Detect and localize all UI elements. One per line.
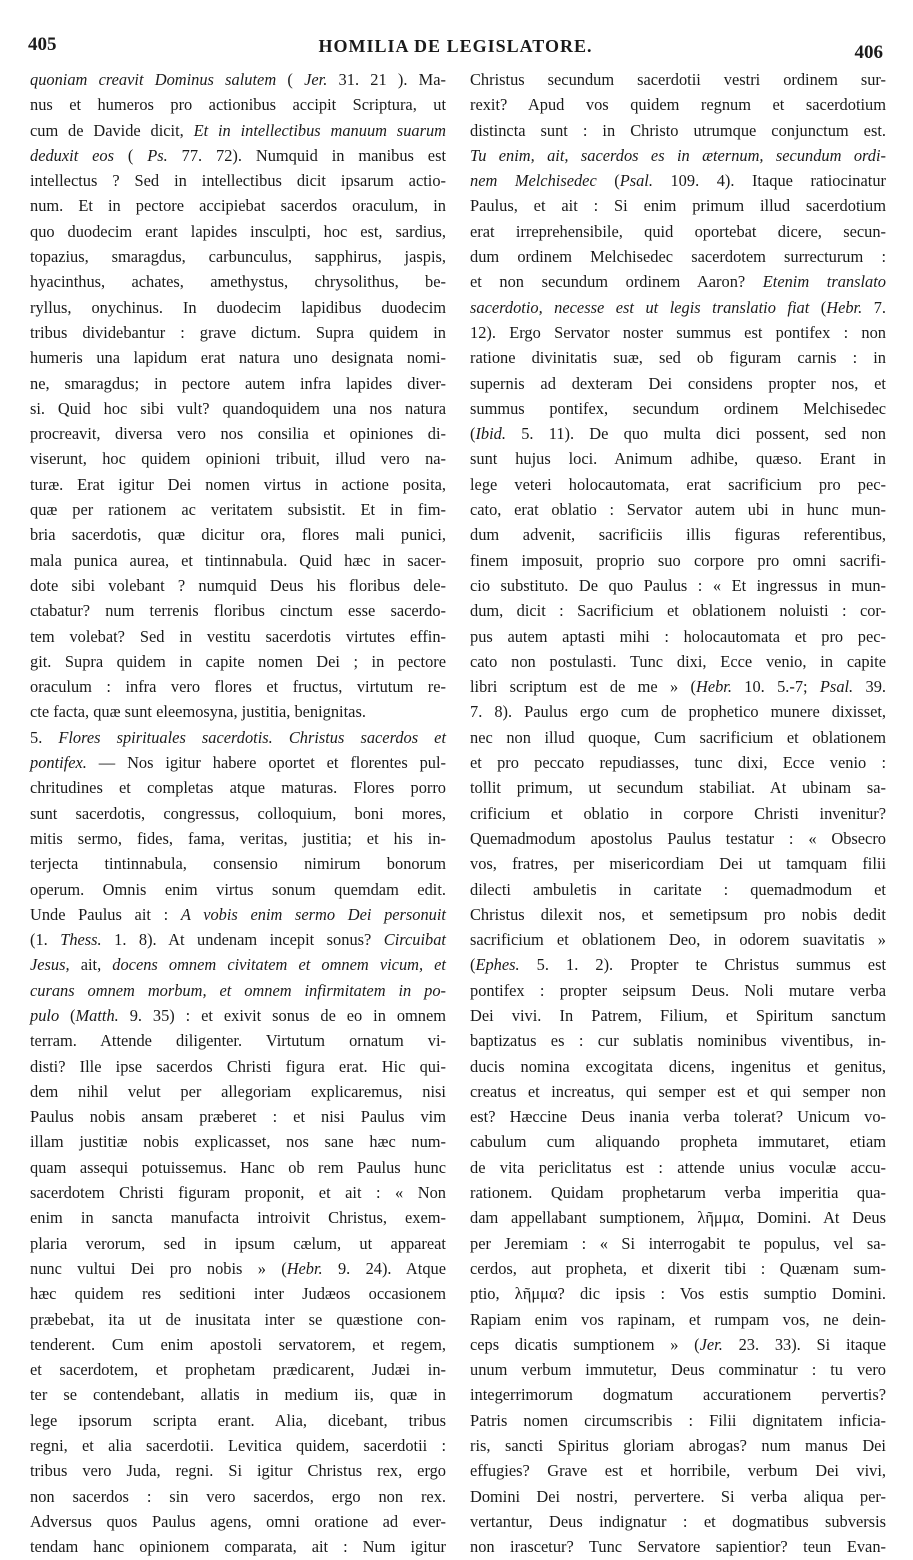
text-line: [30, 1079, 446, 1104]
text-segment: 109. 4). Itaque ratiocinatur: [652, 171, 886, 191]
text-line: [470, 371, 886, 396]
text-segment: quo duodecim erant lapides insculpti, hoc est, sardius,: [30, 221, 446, 241]
text-segment: Flores spirituales sacerdotis. Christus sacerdos et: [58, 727, 447, 747]
text-segment: dum ordinem Melchisedec sacerdotem surrecturum :: [470, 247, 886, 267]
text-segment: curans omnem morbum, et omnem infirmitatem in po-: [30, 980, 446, 1000]
text-line: [30, 674, 446, 699]
text-line: [30, 168, 446, 193]
text-segment: Hebr.: [286, 1258, 323, 1278]
page-header: [28, 34, 883, 62]
text-line: [30, 1155, 446, 1180]
text-line: [470, 92, 886, 117]
text-segment: sunt sacerdotis, congressus, colloquium, boni mores,: [30, 803, 446, 823]
text-segment: (: [809, 297, 827, 317]
text-line: [30, 1231, 446, 1256]
text-segment: Paulus, et ait : Si enim primum illud sacerdotium: [470, 196, 886, 216]
text-line: [470, 522, 886, 547]
text-segment: Matth.: [75, 1005, 119, 1025]
text-line: [470, 1357, 886, 1382]
text-line: [470, 1408, 886, 1433]
text-line: [470, 573, 886, 598]
text-line: [30, 826, 446, 851]
text-line: [470, 750, 886, 775]
text-segment: unum verbum immutetur, Deus comminatur : tu vero: [470, 1360, 886, 1380]
text-line: [470, 624, 886, 649]
text-segment: et sacerdotem, et prophetam prædicarent, Judæi in-: [30, 1360, 446, 1380]
text-line: [470, 1155, 886, 1180]
text-segment: si. Quid hoc sibi vult? quandoquidem una nos natura: [30, 398, 446, 418]
text-segment: summus pontifex, secundum ordinem Melchisedec: [470, 398, 886, 418]
text-segment: Circuibat: [383, 930, 446, 950]
text-line: [30, 1357, 446, 1382]
text-segment: non sacerdos : sin vero sacerdos, ergo non rex.: [30, 1486, 446, 1506]
text-segment: dem nihil velut per allegoriam explicaremus, nisi: [30, 1081, 446, 1101]
text-segment: ducis nomina excogitata dicens, ingenitus et genitus,: [470, 1056, 886, 1076]
text-segment: tribus dividebantur : grave dictum. Supra quidem in: [30, 322, 446, 342]
text-line: [30, 143, 446, 168]
text-line: [470, 168, 886, 193]
text-segment: (: [596, 171, 620, 191]
text-line: [30, 775, 446, 800]
text-line: [470, 649, 886, 674]
text-segment: mala punica aurea, et tintinnabula. Quid hæc in sacer-: [30, 550, 446, 570]
text-line: [470, 1484, 886, 1509]
text-segment: illam justitiæ nobis explicasset, nos sane hæc num-: [30, 1132, 446, 1152]
text-line: [30, 649, 446, 674]
text-segment: lege ipsorum scripta erant. Alia, dicebant, tribus: [30, 1410, 446, 1430]
text-line: [470, 118, 886, 143]
text-line: [30, 1509, 446, 1534]
text-line: [470, 1534, 886, 1559]
text-segment: docens omnem civitatem et omnem vicum, et: [112, 955, 446, 975]
text-line: [470, 1003, 886, 1028]
text-line: [30, 320, 446, 345]
text-segment: (1.: [30, 930, 61, 950]
text-segment: Tu enim, ait, sacerdos es in æternum, secundum ordi-: [470, 145, 886, 165]
text-segment: Christus dilexit nos, et semetipsum pro nobis dedit: [470, 904, 886, 924]
text-line: [470, 801, 886, 826]
text-segment: intellectus ? Sed in intellectibus dicit ipsarum actio-: [30, 171, 446, 191]
text-segment: 5.: [30, 727, 59, 747]
text-segment: distincta sunt : in Christo utrumque conjunctum est.: [470, 120, 886, 140]
text-segment: tollit primum, ut secundum stabiliat. At ubinam sa-: [470, 778, 886, 798]
text-line: [470, 472, 886, 497]
text-segment: deduxit eos: [30, 145, 114, 165]
running-title: HOMILIA DE LEGISLATORE.: [318, 36, 593, 56]
text-line: [470, 1028, 886, 1053]
text-line: [470, 674, 886, 699]
text-line: [30, 1256, 446, 1281]
text-segment: dum advenit, sacrificiis illis figuras referentibus,: [470, 525, 886, 545]
text-segment: 10. 5.-7;: [731, 677, 820, 697]
text-line: [30, 1408, 446, 1433]
text-segment: viserunt, hoc quidem opinioni tribuit, illud vero na-: [30, 449, 446, 469]
text-line: [470, 775, 886, 800]
text-line: [470, 725, 886, 750]
text-segment: Patris nomen circumscribis : Filii dignitatem inficia-: [470, 1410, 886, 1430]
text-segment: 12). Ergo Servator noster summus est pontifex : non: [470, 322, 886, 342]
text-line: [470, 244, 886, 269]
text-segment: pus autem aptasti mihi : holocautomata et pro pec-: [470, 626, 886, 646]
text-line: [470, 345, 886, 370]
text-line: [470, 598, 886, 623]
text-line: [470, 1054, 886, 1079]
text-segment: 9. 24). Atque: [322, 1258, 446, 1278]
text-segment: hæc quidem res seditioni inter Judæos occasionem: [30, 1284, 446, 1304]
text-segment: nec non illud quoque, Cum sacrificium et oblationem: [470, 727, 886, 747]
text-line: [30, 1433, 446, 1458]
text-segment: cato non postulasti. Tunc dixi, Ecce venio, in capite: [470, 651, 886, 671]
text-segment: enim in sancta manufacta introivit Christus, exem-: [30, 1208, 446, 1228]
text-segment: procreavit, diversa vero nos consilia et opiniones di-: [30, 424, 446, 444]
text-segment: Ibid.: [475, 424, 506, 444]
text-segment: Ps.: [147, 145, 168, 165]
text-segment: pulo: [30, 1005, 60, 1025]
text-segment: 31. 21 ). Ma-: [327, 70, 446, 89]
text-line: [470, 193, 886, 218]
text-line: [30, 725, 446, 750]
text-segment: rationem. Quidam prophetarum verba imperitia qua-: [470, 1183, 886, 1203]
text-segment: pontifex.: [30, 753, 87, 773]
text-segment: 7. 8). Paulus ergo cum de prophetico munere dixisset,: [470, 702, 886, 722]
page-number-left: 405: [28, 34, 57, 55]
text-segment: lege veteri holocautomata, erat sacrificium pro pec-: [470, 474, 886, 494]
text-segment: dam appellabant sumptionem, λῆμμα, Domini. At Deus: [470, 1208, 886, 1228]
text-segment: sacerdotio, necesse est ut legis translatio fiat: [470, 297, 810, 317]
text-line: [30, 952, 446, 977]
text-segment: nus et humeros pro actionibus accipit Scriptura, ut: [30, 95, 446, 115]
text-segment: sacerdotem Christi figuram proponit, et ait : « Non: [30, 1183, 446, 1203]
text-segment: (: [470, 955, 476, 975]
text-line: [470, 1509, 886, 1534]
text-line: [30, 118, 446, 143]
text-line: [30, 801, 446, 826]
text-line: [30, 244, 446, 269]
text-segment: topazius, smaragdus, carbunculus, sapphirus, jaspis,: [30, 247, 446, 267]
text-segment: sacrificium et oblationem Deo, in odorem suavitatis »: [470, 930, 886, 950]
text-segment: disti? Ille ipse sacerdos Christi figura erat. Hic qui-: [30, 1056, 446, 1076]
text-line: [470, 927, 886, 952]
text-segment: hyacinthus, achates, amethystus, chrysolithus, be-: [30, 272, 446, 292]
text-line: [30, 1205, 446, 1230]
text-segment: ratione divinitatis suæ, sed ob figuram carnis : in: [470, 348, 886, 368]
text-segment: (: [114, 145, 148, 165]
text-segment: vertantur, Deus indignatur : et dogmatibus subversis: [470, 1511, 886, 1531]
text-line: [30, 1307, 446, 1332]
text-segment: (: [59, 1005, 76, 1025]
text-line: [30, 573, 446, 598]
text-segment: Hebr.: [695, 677, 732, 697]
text-line: [470, 1104, 886, 1129]
text-line: [30, 750, 446, 775]
text-line: [470, 851, 886, 876]
text-line: [470, 497, 886, 522]
text-segment: finem imposuit, proprio suo corpore pro omni sacrifi-: [470, 550, 886, 570]
text-line: [30, 1054, 446, 1079]
text-line: [30, 1332, 446, 1357]
text-segment: ptio, λῆμμα? dic ipsis : Vos estis sumptio Domini.: [470, 1284, 886, 1304]
text-line: [30, 1003, 446, 1028]
text-line: [30, 193, 446, 218]
text-segment: git. Supra quidem in capite nomen Dei ; in pectore: [30, 651, 446, 671]
text-segment: præbebat, ita ut de inusitata inter se quæstione con-: [30, 1309, 446, 1329]
text-segment: Psal.: [619, 171, 653, 191]
text-line: [470, 902, 886, 927]
text-line: [30, 1104, 446, 1129]
text-line: [470, 1231, 886, 1256]
text-segment: libri scriptum est de me » (: [470, 677, 696, 697]
text-segment: pontifex : propter seipsum Deus. Noli mutare verba: [470, 980, 886, 1000]
text-segment: nunc vultui Dei pro nobis » (: [30, 1258, 287, 1278]
text-line: [30, 902, 446, 927]
text-line: [30, 927, 446, 952]
text-segment: cabulum cum aliquando propheta immutaret, etiam: [470, 1132, 886, 1152]
text-line: [30, 497, 446, 522]
text-line: [470, 320, 886, 345]
text-line: [30, 548, 446, 573]
text-line: [30, 472, 446, 497]
text-segment: ctabatur? num terrenis floribus cinctum esse sacerdo-: [30, 601, 446, 621]
text-segment: terram. Attende diligenter. Virtutum ornatum vi-: [30, 1031, 446, 1051]
text-line: [30, 67, 446, 92]
text-segment: quoniam creavit Dominus salutem: [30, 70, 277, 89]
text-segment: supernis ad dexteram Dei considens propter nos, et: [470, 373, 886, 393]
text-segment: nem Melchisedec: [470, 171, 597, 191]
text-segment: Domini Dei nostri, pervertere. Si verba aliqua per-: [470, 1486, 886, 1506]
text-segment: vos, fratres, per misericordiam Dei ut tamquam filii: [470, 854, 886, 874]
text-line: [470, 978, 886, 1003]
text-line: [470, 1332, 886, 1357]
text-segment: ter se contendebant, allatis in medium iis, quæ in: [30, 1385, 446, 1405]
text-segment: bria sacerdotis, quæ dicitur ora, flores mali punici,: [30, 525, 446, 545]
text-segment: ris, sancti Spiritus gloriam abrogas? num manus Dei: [470, 1436, 886, 1456]
text-segment: erat irreprehensibile, quid oportebat dicere, secun-: [470, 221, 886, 241]
text-line: [470, 1458, 886, 1483]
text-segment: cte facta, quæ sunt eleemosyna, justitia, benignitas.: [30, 702, 366, 722]
text-line: [470, 548, 886, 573]
text-segment: dum, dicit : Sacrificium et oblationem noluisti : cor-: [470, 601, 886, 621]
text-segment: cio substituto. De quo Paulus : « Et ingressus in mun-: [470, 575, 886, 595]
text-line: [470, 1129, 886, 1154]
text-line: [30, 371, 446, 396]
text-segment: Jesus,: [30, 955, 70, 975]
text-segment: Unde Paulus ait :: [30, 904, 181, 924]
text-segment: Et in intellectibus manuum suarum: [193, 120, 446, 140]
text-segment: rexit? Apud vos quidem regnum et sacerdotium: [470, 95, 886, 115]
text-segment: Rapiam enim vos rapinam, et rumpam vos, ne dein-: [470, 1309, 886, 1329]
text-line: [30, 877, 446, 902]
text-segment: tribus vero Juda, regni. Si igitur Christus rex, ergo: [30, 1461, 446, 1481]
text-segment: Paulus nobis ansam præberet : et nisi Paulus vim: [30, 1107, 446, 1127]
text-segment: ne, smaragdus; in pectore autem infra lapides diver-: [30, 373, 446, 393]
text-segment: Hebr.: [826, 297, 863, 317]
text-segment: integerrimorum dogmatum accurationem pervertis?: [470, 1385, 886, 1405]
text-segment: 9. 35) : et exivit sonus de eo in omnem: [118, 1005, 447, 1025]
text-segment: Dei vivi. In Patrem, Filium, et Spiritum sanctum: [470, 1005, 886, 1025]
text-line: [470, 1256, 886, 1281]
text-line: [30, 1281, 446, 1306]
text-line: [30, 1484, 446, 1509]
text-segment: 1. 8). At undenam incepit sonus?: [101, 930, 384, 950]
text-line: [470, 1281, 886, 1306]
text-line: [30, 522, 446, 547]
text-segment: 77. 72). Numquid in manibus est: [167, 145, 446, 165]
text-segment: Adversus quos Paulus agens, omni oratione ad ever-: [30, 1511, 446, 1531]
text-segment: effugies? Grave est et horribile, verbum Dei vivi,: [470, 1461, 886, 1481]
text-segment: mitis sermo, fides, fama, veritas, justitia; et his in-: [30, 828, 446, 848]
text-segment: dote sibi volebant ? numquid Deus his floribus dele-: [30, 575, 446, 595]
text-line: [30, 1458, 446, 1483]
text-line: [470, 1180, 886, 1205]
text-segment: creatus et increatus, qui semper est et qui semper non: [470, 1081, 886, 1101]
right-column: [470, 67, 886, 1560]
text-segment: crificium et oblatio in corpore Christi invenitur?: [470, 803, 886, 823]
text-segment: (: [470, 424, 476, 444]
text-segment: Thess.: [60, 930, 102, 950]
page-number-right: 406: [854, 42, 883, 63]
text-segment: 5. 1. 2). Propter te Christus summus est: [519, 955, 886, 975]
text-line: [30, 699, 446, 724]
text-line: [470, 396, 886, 421]
text-segment: turæ. Erat igitur Dei nomen virtus in actione posita,: [30, 474, 446, 494]
text-line: [30, 1129, 446, 1154]
text-line: [470, 1079, 886, 1104]
text-segment: 5. 11). De quo multa dici possent, sed non: [505, 424, 886, 444]
text-line: [30, 851, 446, 876]
text-segment: Etenim translato: [762, 272, 886, 292]
text-line: [470, 295, 886, 320]
text-segment: Ephes.: [475, 955, 520, 975]
text-line: [470, 826, 886, 851]
text-segment: dilecti ambuletis in caritate : quemadmodum et: [470, 879, 886, 899]
text-segment: cum de Davide dicit,: [30, 120, 194, 140]
text-segment: per Jeremiam : « Si interrogabit te populus, vel sa-: [470, 1233, 886, 1253]
text-segment: est? Hæccine Deus inania verba tolerat? Unicum vo-: [470, 1107, 886, 1127]
text-line: [470, 952, 886, 977]
text-line: [30, 1534, 446, 1559]
text-segment: ait,: [69, 955, 113, 975]
text-line: [470, 699, 886, 724]
text-segment: A vobis enim sermo Dei personuit: [180, 904, 446, 924]
text-segment: Quemadmodum apostolus Paulus testatur : « Obsecro: [470, 828, 886, 848]
text-segment: de vita periclitatus est : attende unius voculæ accu-: [470, 1157, 886, 1177]
text-segment: et pro peccato repudiasses, tunc dixi, Ecce venio :: [470, 753, 886, 773]
text-line: [30, 978, 446, 1003]
left-column: [30, 67, 446, 1560]
text-segment: operum. Omnis enim virtus sonum quemdam edit.: [30, 879, 446, 899]
text-segment: 7.: [862, 297, 886, 317]
text-line: [470, 1433, 886, 1458]
text-line: [30, 421, 446, 446]
text-segment: humeris una lapidum erat natura uno designata nomi-: [30, 348, 446, 368]
text-segment: — Nos igitur habere oportet et florentes pul-: [86, 753, 446, 773]
text-line: [470, 67, 886, 92]
text-segment: ceps dicatis sumptionem » (: [470, 1334, 700, 1354]
text-segment: Jer.: [304, 70, 328, 89]
text-segment: tendam hanc opinionem comparata, ait : Num igitur: [30, 1537, 446, 1557]
text-line: [30, 1382, 446, 1407]
text-line: [470, 1307, 886, 1332]
text-segment: cerdos, aut propheta, et dixerit tibi : Quænam sum-: [470, 1258, 886, 1278]
text-line: [30, 1028, 446, 1053]
text-segment: terjecta tintinnabula, consensio nimirum bonorum: [30, 854, 446, 874]
text-segment: num. Et in pectore accipiebat sacerdos oraculum, in: [30, 196, 446, 216]
text-segment: ryllus, onychinus. In duodecim lapidibus duodecim: [30, 297, 446, 317]
text-segment: Psal.: [819, 677, 854, 697]
text-segment: cato, erat oblatio : Servator autem ubi in hunc mun-: [470, 500, 886, 520]
text-line: [30, 624, 446, 649]
text-line: [30, 345, 446, 370]
text-segment: (: [276, 70, 305, 89]
text-line: [30, 1180, 446, 1205]
text-line: [30, 269, 446, 294]
text-line: [470, 877, 886, 902]
text-line: [470, 446, 886, 471]
text-segment: tem volebat? Sed in vestitu sacerdotis virtutes effin-: [30, 626, 446, 646]
text-line: [470, 421, 886, 446]
text-line: [30, 92, 446, 117]
text-segment: quam assequi potuissemus. Hanc ob rem Paulus hunc: [30, 1157, 446, 1177]
text-segment: 23. 33). Si itaque: [722, 1334, 887, 1354]
text-segment: tenderent. Cum enim apostoli servatorem, et regem,: [30, 1334, 446, 1354]
text-segment: et non secundum ordinem Aaron?: [470, 272, 763, 292]
text-line: [470, 1205, 886, 1230]
text-segment: Jer.: [699, 1334, 723, 1354]
text-segment: baptizatus es : cur sublatis nominibus viventibus, in-: [470, 1031, 886, 1051]
text-line: [470, 1382, 886, 1407]
text-segment: regni, et alia sacerdotii. Levitica quidem, sacerdotii :: [30, 1436, 446, 1456]
text-segment: non irascetur? Tunc Servatore sapientior? teun Evan-: [470, 1537, 886, 1557]
text-line: [30, 598, 446, 623]
text-line: [30, 396, 446, 421]
text-line: [470, 143, 886, 168]
text-line: [30, 446, 446, 471]
text-segment: chritudines et completas atque maturas. Flores porro: [30, 778, 446, 798]
text-line: [30, 295, 446, 320]
text-line: [30, 219, 446, 244]
text-segment: plaria verorum, sed in ipsum cælum, ut appareat: [30, 1233, 446, 1253]
text-line: [470, 269, 886, 294]
text-segment: Christus secundum sacerdotii vestri ordinem sur-: [470, 70, 886, 89]
text-segment: sunt hujus loci. Animum adhibe, quæso. Erant in: [470, 449, 886, 469]
text-segment: 39.: [853, 677, 886, 697]
text-line: [470, 219, 886, 244]
text-segment: quæ per rationem ac veritatem subsistit. Et in fim-: [30, 500, 446, 520]
text-segment: oraculum : infra vero flores et fructus, virtutum re-: [30, 677, 446, 697]
